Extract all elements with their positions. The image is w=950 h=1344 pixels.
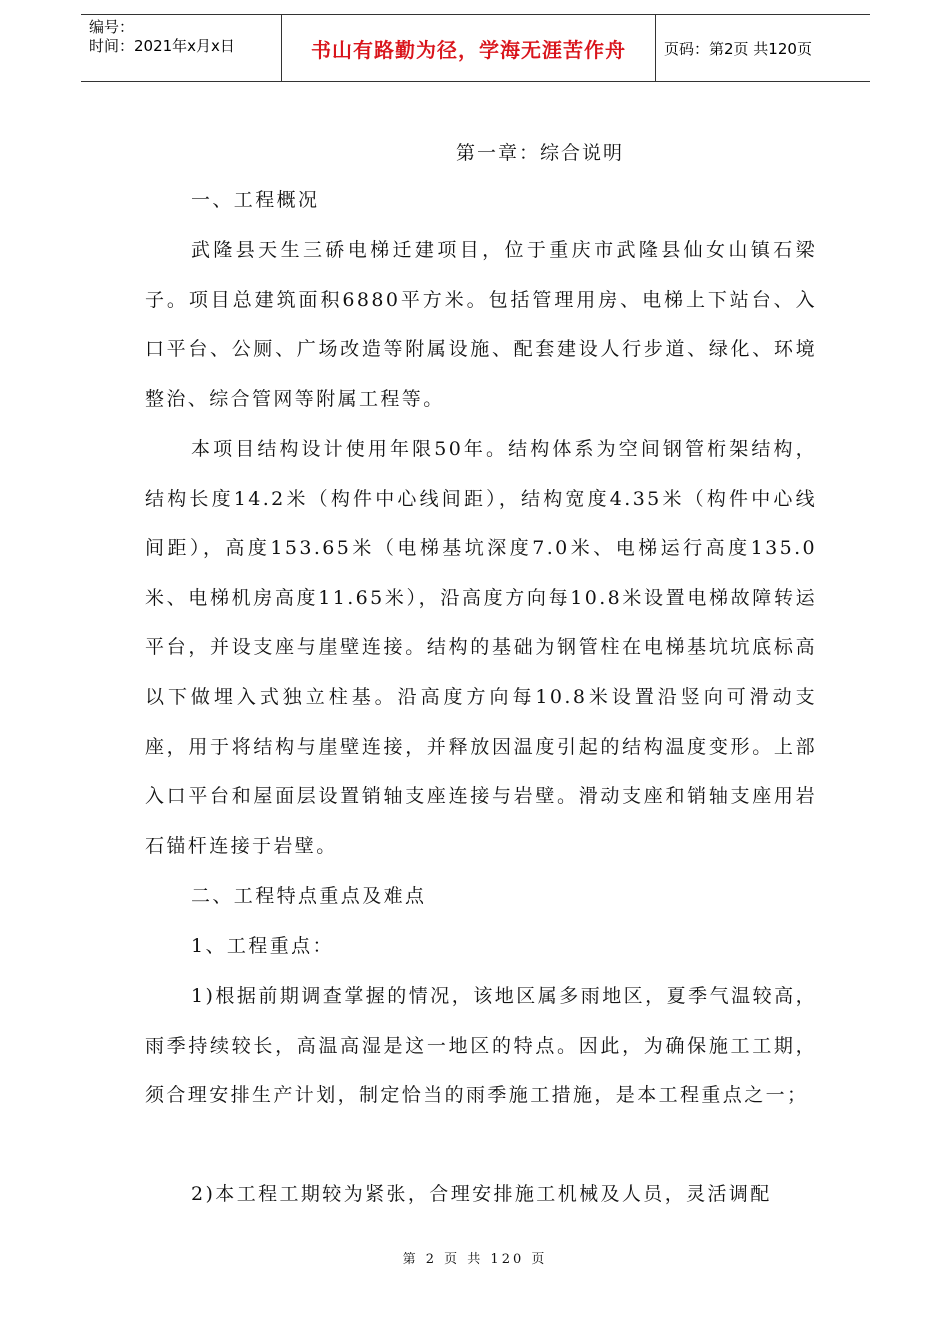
date-label: 时间：2021年x月x日 [89, 37, 235, 55]
code-label: 编号： [89, 18, 135, 36]
chapter-title: 第一章：综合说明 [455, 142, 624, 164]
page-footer: 第 2 页 共 120 页 [402, 1252, 548, 1267]
list-item-1: 1)根据前期调查掌握的情况，该地区属多雨地区，夏季气温较高，雨季持续较长，高温高湿是这一地区的特点。因此，为确保施工工期，须合理安排生产计划，制定恰当的雨季施工措施，是本工程重点之一； [145, 985, 817, 1107]
section-heading-overview: 一、工程概况 [191, 189, 320, 211]
paragraph-overview-2: 本项目结构设计使用年限50年。结构体系为空间钢管桁架结构，结构长度14.2米（构件中心线间距），结构宽度4.35米（构件中心线间距），高度153.65米（电梯基坑深度7.0米、电梯运行高度135.0米、电梯机房高度11.65米），沿高度方向每10.8米设置电梯故障转运平台，并设支座与崖壁连接。结构的基础为钢管柱在电梯基坑坑底标高以下做埋入式独立柱基。沿高度方向每10.8米设置沿竖向可滑动支座，用于将结构与崖壁连接，并释放因温度引起的结构温度变形。上部入口平台和屋面层设置销轴支座连接与岩壁。滑动支座和销轴支座用岩石锚杆连接于岩壁。 [145, 438, 817, 857]
header-page-info: 页码：第2页 共120页 [664, 39, 812, 58]
paragraph-overview-1: 武隆县天生三硚电梯迁建项目，位于重庆市武隆县仙女山镇石梁子。项目总建筑面积6880平方米。包括管理用房、电梯上下站台、入口平台、公厕、广场改造等附属设施、配套建设人行步道、绿化、环境整治、综合管网等附属工程等。 [145, 239, 817, 410]
header-meta-cell [81, 15, 282, 81]
list-item-2: 2)本工程工期较为紧张，合理安排施工机械及人员，灵活调配 [191, 1183, 772, 1205]
section-heading-key-points: 二、工程特点重点及难点 [191, 885, 427, 907]
sub-heading-key-points: 1、工程重点： [191, 935, 334, 957]
page-header [81, 14, 870, 82]
header-motto: 书山有路勤为径，学海无涯苦作舟 [282, 15, 656, 81]
